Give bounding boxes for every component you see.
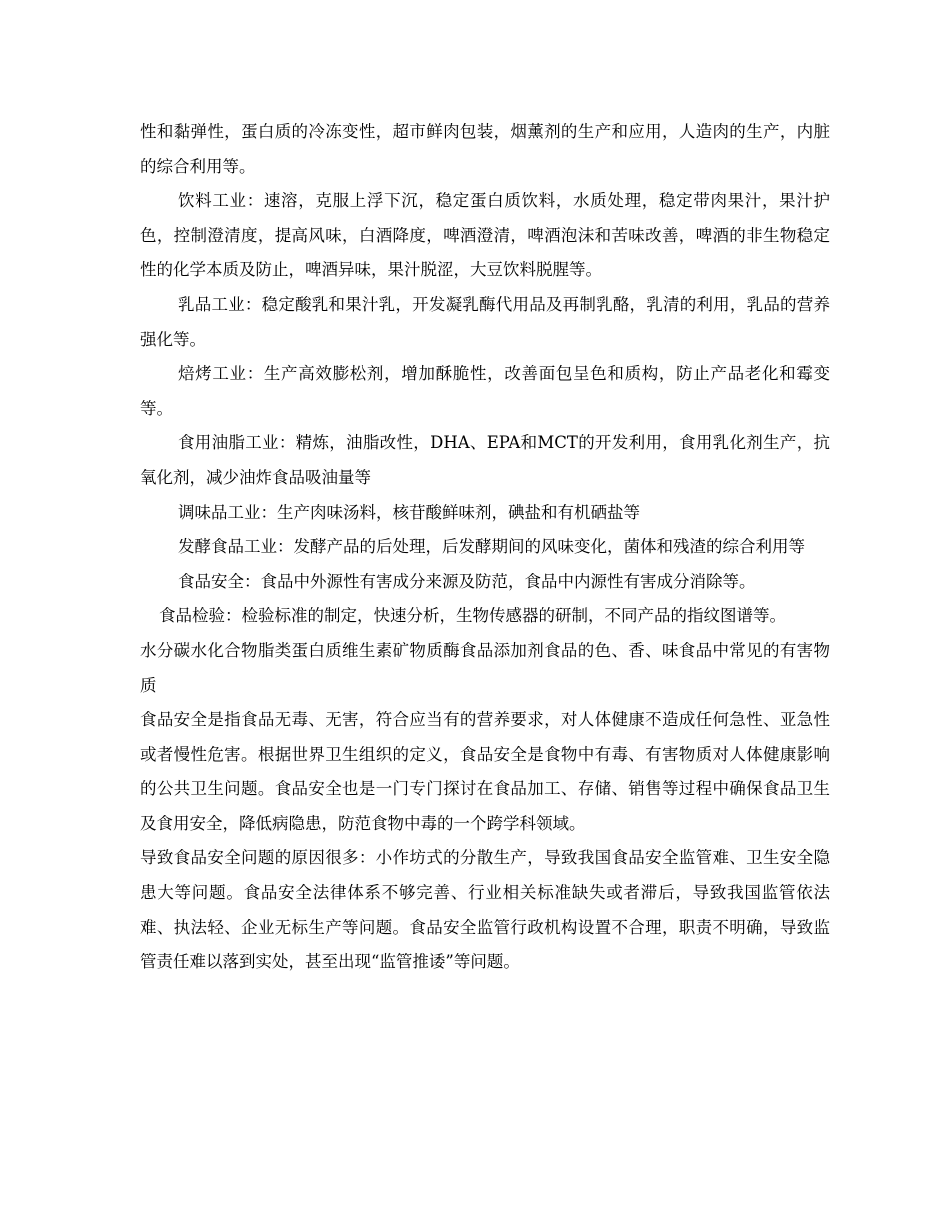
paragraph-fermented-food-industry: 发酵食品工业：发酵产品的后处理，后发酵期间的风味变化，菌体和残渣的综合利用等 (178, 537, 805, 557)
paragraph-meat-industry-continued: 性和黏弹性，蛋白质的冷冻变性，超市鲜肉包装，烟薰剂的生产和应用，人造肉的生产，内脏的综合利用等。 (140, 122, 830, 176)
paragraph-dairy-industry: 乳品工业：稳定酸乳和果汁乳，开发凝乳酶代用品及再制乳酪，乳清的利用，乳品的营养强化等。 (140, 294, 830, 349)
paragraph-food-components: 水分碳水化合物脂类蛋白质维生素矿物质酶食品添加剂食品的色、香、味食品中常见的有害物质 (140, 640, 830, 695)
paragraph-food-safety-definition: 食品安全是指食品无毒、无害，符合应当有的营养要求，对人体健康不造成任何急性、亚急性或者慢性危害。根据世界卫生组织的定义，食品安全是食物中有毒、有害物质对人体健康影响的公共卫生问题。食品安全也是一门专门探讨在食品加工、存储、销售等过程中确保食品卫生及食用安全，降低病隐患，防范食物中毒的一个跨学科领域。 (140, 710, 830, 833)
paragraph-edible-oil-industry: 食用油脂工业：精炼，油脂改性，DHA、EPA和MCT的开发利用，食用乳化剂生产，抗氧化剂，减少油炸食品吸油量等 (140, 433, 830, 487)
paragraph-baking-industry: 焙烤工业：生产高效膨松剂，增加酥脆性，改善面包呈色和质构，防止产品老化和霉变等。 (140, 364, 830, 418)
paragraph-condiment-industry: 调味品工业：生产肉味汤料，核苷酸鲜味剂，碘盐和有机硒盐等 (178, 502, 640, 522)
paragraph-food-inspection: 食品检验：检验标准的制定，快速分析，生物传感器的研制，不同产品的指纹图谱等。 (159, 606, 786, 626)
paragraph-beverage-industry: 饮料工业：速溶，克服上浮下沉，稳定蛋白质饮料，水质处理，稳定带肉果汁，果汁护色，控制澄清度，提高风味，白酒降度，啤酒澄清，啤酒泡沫和苦味改善，啤酒的非生物稳定性的化学本质及防止，啤酒异味，果汁脱涩，大豆饮料脱腥等。 (140, 191, 830, 280)
paragraph-food-safety: 食品安全：食品中外源性有害成分来源及防范，食品中内源性有害成分消除等。 (178, 571, 756, 591)
paragraph-food-safety-causes: 导致食品安全问题的原因很多：小作坊式的分散生产，导致我国食品安全监管难、卫生安全隐患大等问题。食品安全法律体系不够完善、行业相关标准缺失或者滞后，导致我国监管依法难、执法轻、企业无标生产等问题。食品安全监管行政机构设置不合理，职责不明确，导致监管责任难以落到实处，甚至出现“监管推诿”等问题。 (140, 848, 830, 972)
document-body (140, 115, 830, 980)
